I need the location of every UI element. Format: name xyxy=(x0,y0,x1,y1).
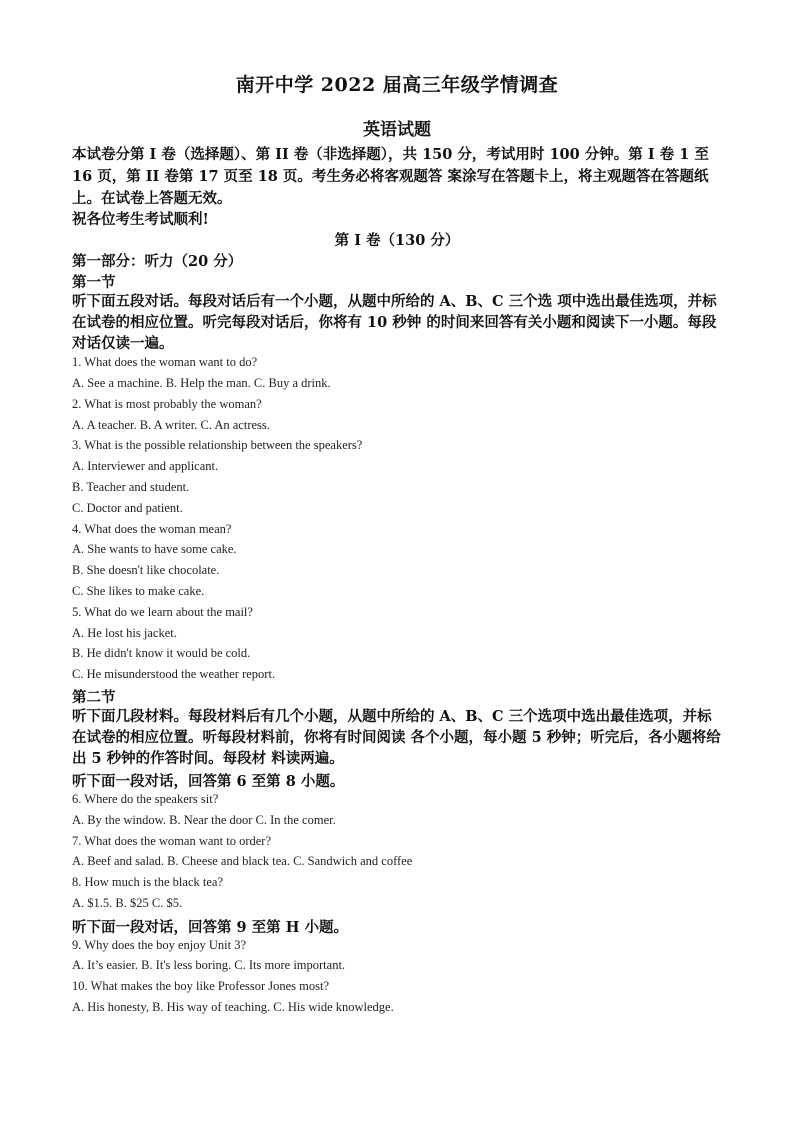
part-one-title: 第一部分：听力（20 分） xyxy=(72,253,243,270)
option-line: A. Beef and salad. B. Cheese and black tea. C. Sandwich and coffee xyxy=(72,854,413,868)
option-line: B. He didn't know it would be cold. xyxy=(72,646,251,660)
option-line: B. She doesn't like chocolate. xyxy=(72,563,220,577)
option-line: A. A teacher. B. A writer. C. An actress. xyxy=(72,418,270,432)
question-line: 5. What do we learn about the mail? xyxy=(72,605,253,619)
option-line: C. She likes to make cake. xyxy=(72,584,205,598)
option-line: A. He lost his jacket. xyxy=(72,626,177,640)
question-line: 10. What makes the boy like Professor Jones most? xyxy=(72,979,330,993)
section-two-title: 第二节 xyxy=(72,689,116,706)
section-two-instructions: 听下面几段材料。每段材料后有几个小题，从题中所给的 A、B、C 三个选项中选出最佳选项，并标在试卷的相应位置。听每段材料前，你将有时间阅读 各个小题，每小题 5 秒钟；听完后，各小题将给出 5 秒钟的作答时间。每段材 料读两遍。 xyxy=(72,708,721,767)
good-luck-line: 祝各位考生考试顺利! xyxy=(72,211,209,228)
exam-title: 南开中学 2022 届高三年级学情调查 xyxy=(235,74,559,96)
question-line: 2. What is most probably the woman? xyxy=(72,397,262,411)
question-line: 4. What does the woman mean? xyxy=(72,522,232,536)
option-line: A. By the window. B. Near the door C. In the comer. xyxy=(72,813,336,827)
option-line: A. His honesty, B. His way of teaching. C. His wide knowledge. xyxy=(72,1000,394,1014)
volume-title: 第 I 卷（130 分） xyxy=(334,232,460,249)
exam-subtitle: 英语试题 xyxy=(363,120,431,140)
question-line: 6. Where do the speakers sit? xyxy=(72,792,219,806)
question-line: 8. How much is the black tea? xyxy=(72,875,223,889)
question-line: 1. What does the woman want to do? xyxy=(72,355,258,369)
group-one-title: 听下面一段对话，回答第 6 至第 8 小题。 xyxy=(72,773,345,790)
option-line: A. It’s easier. B. It's less boring. C. Its more important. xyxy=(72,958,346,972)
intro-paragraph: 本试卷分第 I 卷（选择题）、第 II 卷（非选择题），共 150 分，考试用时 100 分钟。第 I 卷 1 至 16 页，第 II 卷第 17 页至 18 页。考生务必将客观题答 案涂写在答题卡上，将主观题答在答题纸上。在试卷上答题无效。 xyxy=(72,146,709,207)
option-line: B. Teacher and student. xyxy=(72,480,190,494)
option-line: A. She wants to have some cake. xyxy=(72,542,237,556)
option-line: C. He misunderstood the weather report. xyxy=(72,667,276,681)
option-line: A. $1.5. B. $25 C. $5. xyxy=(72,896,183,910)
option-line: C. Doctor and patient. xyxy=(72,501,183,515)
option-line: A. Interviewer and applicant. xyxy=(72,459,219,473)
question-line: 7. What does the woman want to order? xyxy=(72,834,272,848)
group-two-title: 听下面一段对话，回答第 9 至第 H 小题。 xyxy=(72,919,348,936)
option-line: A. See a machine. B. Help the man. C. Buy a drink. xyxy=(72,376,331,390)
question-line: 3. What is the possible relationship between the speakers? xyxy=(72,438,363,452)
section-one-title: 第一节 xyxy=(72,274,116,291)
section-one-instructions: 听下面五段对话。每段对话后有一个小题，从题中所给的 A、B、C 三个选 项中选出最佳选项，并标在试卷的相应位置。听完每段对话后，你将有 10 秒钟 的时间来回答有关小题和阅读下一小题。每段对话仅读一遍。 xyxy=(72,293,717,352)
question-line: 9. Why does the boy enjoy Unit 3? xyxy=(72,938,247,952)
